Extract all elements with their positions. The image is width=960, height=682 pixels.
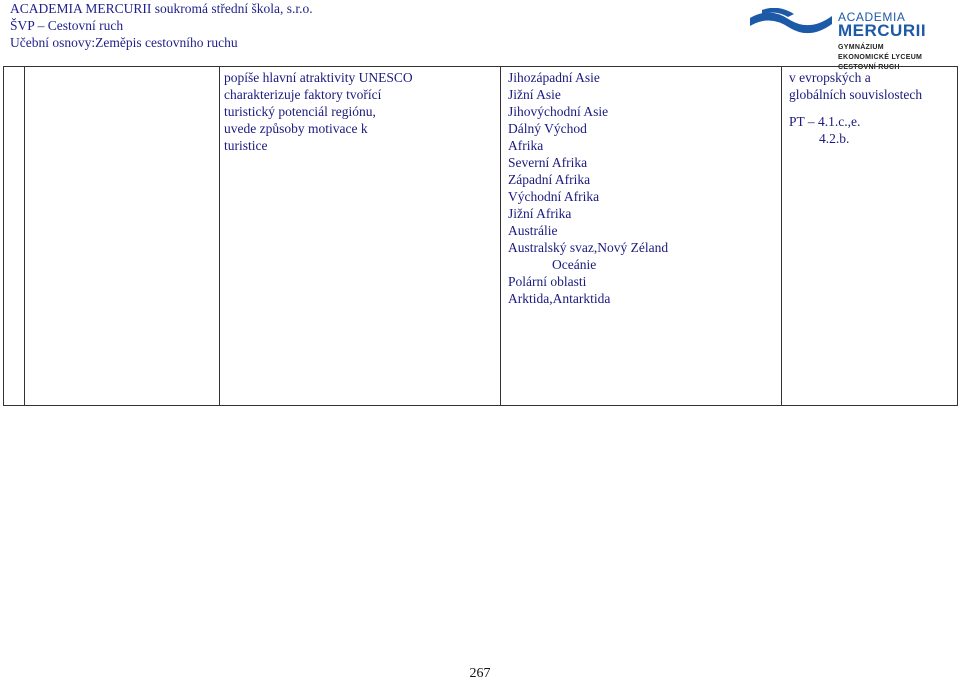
topic-line: Severní Afrika	[508, 155, 588, 170]
table-divider-4	[781, 67, 782, 405]
topic-line: Jižní Afrika	[508, 206, 572, 221]
outcome-line: uvede způsoby motivace k	[224, 121, 368, 136]
topic-line: Východní Afrika	[508, 189, 600, 204]
header-program: ŠVP – Cestovní ruch	[10, 18, 124, 33]
topic-line: Dálný Východ	[508, 121, 587, 136]
topic-line: Západní Afrika	[508, 172, 591, 187]
logo-sub-lyceum: EKONOMICKÉ LYCEUM	[838, 54, 923, 61]
context-line: globálních souvislostech	[789, 87, 923, 102]
topic-line: Afrika	[508, 138, 544, 153]
topic-line: Oceánie	[552, 257, 597, 272]
topic-line: Polární oblasti	[508, 274, 587, 289]
outcome-line: charakterizuje faktory tvořící	[224, 87, 382, 102]
topic-line: Austrálie	[508, 223, 558, 238]
logo-brand-line2: MERCURII	[838, 21, 927, 40]
document-header	[10, 0, 313, 51]
logo-sub-cestovni-ruch: CESTOVNÍ RUCH	[838, 64, 900, 71]
logo-brand-line1: ACADEMIA	[838, 10, 906, 24]
table-divider-2	[219, 67, 220, 405]
academia-mercurii-logo	[748, 4, 948, 72]
page-number: 267	[469, 666, 491, 681]
pt-reference: 4.2.b.	[819, 131, 850, 146]
cross-curricular-cell	[789, 69, 954, 147]
table-divider-1	[24, 67, 25, 405]
learning-outcomes-cell	[224, 69, 494, 154]
topic-line: Jihozápadní Asie	[508, 70, 600, 85]
topic-line: Jihovýchodní Asie	[508, 104, 609, 119]
header-school-name: ACADEMIA MERCURII soukromá střední škola, s.r.o.	[10, 1, 313, 16]
topic-line: Arktida,Antarktida	[508, 291, 611, 306]
topic-line: Australský svaz,Nový Zéland	[508, 240, 669, 255]
context-line: v evropských a	[789, 70, 871, 85]
outcome-line: turistice	[224, 138, 268, 153]
topic-line: Jižní Asie	[508, 87, 561, 102]
pt-reference: PT – 4.1.c.,e.	[789, 114, 861, 129]
table-divider-3	[500, 67, 501, 405]
header-curriculum: Učební osnovy:Zeměpis cestovního ruchu	[10, 35, 238, 50]
logo-waves-icon	[748, 8, 834, 38]
outcome-line: popíše hlavní atraktivity UNESCO	[224, 70, 413, 85]
outcome-line: turistický potenciál regiónu,	[224, 104, 376, 119]
topics-cell	[508, 69, 776, 307]
logo-sub-gymnazium: GYMNÁZIUM	[838, 44, 884, 51]
